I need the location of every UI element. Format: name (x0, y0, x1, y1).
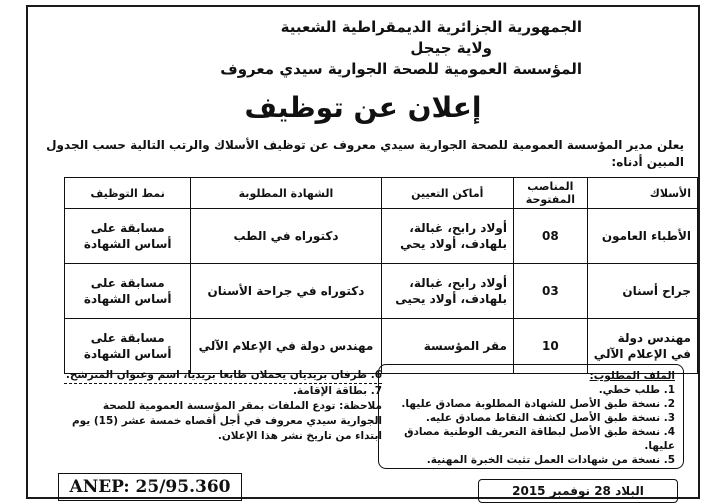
cell-rank: مهندس دولة في الإعلام الآلي (587, 319, 697, 374)
required-files-caption: الملف المطلوب: (589, 370, 675, 382)
anep-reference: ANEP: 25/95.360 (58, 473, 242, 501)
list-item: 2. نسخة طبق الأصل للشهادة المطلوبة مصادق عليها. (401, 398, 675, 410)
list-item: 1. طلب خطي. (598, 384, 675, 396)
header (102, 17, 662, 80)
cell-cert: دكتوراه في الطب (191, 209, 381, 264)
cell-rank: الأطباء العامون (587, 209, 697, 264)
cell-place: مقر المؤسسة (381, 319, 513, 374)
intro-paragraph: يعلن مدير المؤسسة العمومية للصحة الجوارية سيدي معروف عن توظيف الأسلاك والرتب التالية حسب الجدول المبين أدناه: (46, 138, 684, 169)
notes-block (64, 368, 382, 444)
list-item: 6. ظرفان بريديان يحملان طابعا بريديا، اسم وعنوان المترشح. (64, 368, 382, 384)
header-cert: الشهادة المطلوبة (191, 178, 381, 209)
cell-place: أولاد رابح، غبالة، بلهادف، أولاد يحيى (381, 264, 513, 319)
cell-cert: دكتوراه في جراحة الأسنان (191, 264, 381, 319)
cell-rank: جراح أسنان (587, 264, 697, 319)
header-posts: المناصب المفتوحة (513, 178, 587, 209)
header-place: أماكن التعيين (381, 178, 513, 209)
list-item: 5. نسخة من شهادات العمل تثبت الخبرة المهنية. (426, 454, 675, 466)
announcement-frame (26, 5, 700, 499)
header-rank: الأسلاك (587, 178, 697, 209)
table-row (65, 209, 698, 264)
cell-posts: 08 (513, 209, 587, 264)
header-republic: الجمهورية الجزائرية الديمقراطية الشعبية (280, 18, 582, 36)
cell-place: أولاد رابح، غبالة، بلهادف، أولاد يحي (381, 209, 513, 264)
header-mode: نمط التوظيف (65, 178, 191, 209)
cell-posts: 03 (513, 264, 587, 319)
cell-posts: 10 (513, 319, 587, 374)
header-institution: المؤسسة العمومية للصحة الجوارية سيدي معروف (220, 60, 582, 78)
cell-cert: مهندس دولة في الإعلام الآلي (191, 319, 381, 374)
header-wilaya: ولاية جيجل (410, 39, 492, 57)
cell-mode: مسابقة على أساس الشهادة (65, 209, 191, 264)
list-item: 3. نسخة طبق الأصل لكشف النقاط مصادق عليه. (425, 412, 675, 424)
required-files-box (378, 364, 684, 469)
list-item: 7. بطاقة الإقامة. (292, 385, 382, 397)
announcement-title: إعلان عن توظيف (244, 91, 482, 124)
list-item: 4. نسخة طبق الأصل لبطاقة التعريف الوطنية مصادق عليها. (404, 426, 675, 452)
cell-mode: مسابقة على أساس الشهادة (65, 264, 191, 319)
publication-date: البلاد 28 نوفمبر 2015 (478, 479, 678, 503)
remark-text: ملاحظة: تودع الملفات بمقر المؤسسة العمومية للصحة الجوارية سيدي معروف في أجل أقصاه خمسة عشر (15) يوم ابتداء من تاريخ نشر هذا الإعلان. (71, 400, 382, 442)
table-header-row (65, 178, 698, 209)
jobs-table (64, 177, 698, 374)
cell-mode: مسابقة على أساس الشهادة (65, 319, 191, 374)
table-row (65, 264, 698, 319)
